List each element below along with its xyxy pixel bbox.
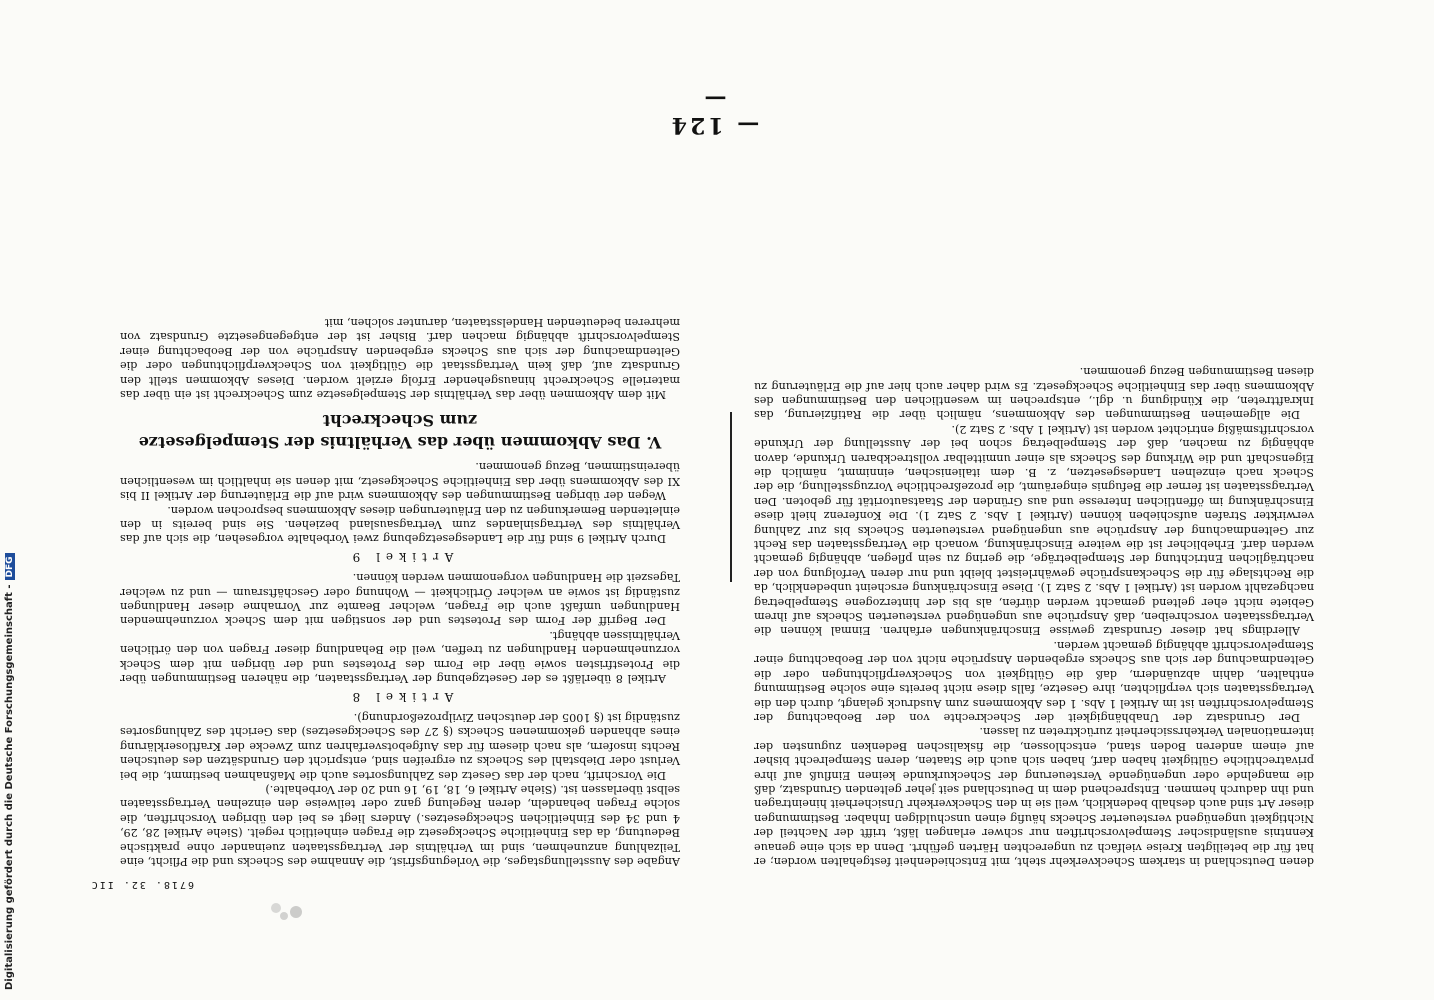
column-divider: [730, 412, 732, 582]
ink-smudge-icon: [256, 892, 316, 932]
paragraph: denen Deutschland in starkem Scheckverkehr steht, mit Entschiedenheit festgehalten worden; er hat für die beteiligten Kreise vielfach zu ungerechten Härten geführt. Denn da sich eine genaue Kenntnis ausländischer Stempelvorschriften nur schwer erlangen läßt, trifft der Nachteil der Nichtigkeit ungenügend versteuerter Schecks häufig einen unschuldigen Inhaber. Bestimmungen dieser Art sind auch deshalb bedenklich, weil sie in den Scheckverkehr Unsicherheit hineintragen und ihn dadurch hemmen. Entsprechend dem in Deutschland seit jeher geltenden Grundsatz, daß die mangelnde oder ungenügende Versteuerung der Scheckurkunde keinen Einfluß auf ihre privatrechtliche Gültigkeit haben darf, haben sich auch die Staaten, deren Stempelrecht bisher auf einem anderen Boden stand, entschlossen, die fiskalischen Bedenken zugunsten der internationalen Verkehrssicherheit zurücktreten zu lassen.: [754, 725, 1314, 868]
left-text-column: [754, 88, 1314, 868]
paragraph: Die Vorschrift, nach der das Gesetz des Zahlungsortes auch die Maßnahmen bestimmt, die bei Verlust oder Diebstahl des Schecks zu ergreifen sind, entspricht den Grundsätzen des deutschen Rechts insofern, als nach diesem für das Aufgebotsverfahren zum Zwecke der Kraftloserklärung eines abhanden gekommenen Schecks (§ 27 des Scheckgesetzes) das Gericht des Zahlungsortes zuständig ist (§ 1005 der deutschen Zivilprozeßordnung).: [120, 710, 680, 782]
article-9-heading: Artikel 9: [346, 549, 454, 564]
paragraph: Die allgemeinen Bestimmungen des Abkommens, nämlich über die Ratifizierung, das Inkrafttreten, die Kündigung u. dgl., entsprechen im wesentlichen den Bestimmungen des Abkommens über das Einheitliche Scheckgesetz. Es wird daher auch hier auf die Erläuterung zu diesen Bestimmungen Bezug genommen.: [754, 365, 1314, 422]
paragraph: Allerdings hat dieser Grundsatz gewisse Einschränkungen erfahren. Einmal können die Vertragsstaaten vorschreiben, daß Ansprüche aus ungenügend versteuerten Schecks auf ihrem Gebiete nicht eher geltend gemacht werden dürfen, als bis der hinterzogene Stempelbetrag nachgezahlt worden ist (Artikel 1 Abs. 2 Satz 1). Diese Einschränkung erscheint unbedenklich, da die Rechtslage für die Scheckansprüche gewährleistet bleibt und nur deren Verfolgung von der nachträglichen Entrichtung der Stempelbeträge, die gering zu sein pflegen, abhängig gemacht werden darf. Erheblicher ist die weitere Einschränkung, wonach die Vertragsstaaten das Recht zur Geltendmachung der Ansprüche aus ungenügend versteuerten Schecks bis zur Zahlung verwirkter Strafen aufschieben können (Artikel 1 Abs. 2 Satz 1). Die Konferenz hielt diese Einschränkung im öffentlichen Interesse und aus Gründen der Staatsautorität für geboten. Den Vertragsstaaten ist ferner die Befugnis eingeräumt, die prozeßrechtliche Vorzugsstellung, die der Scheck nach einzelnen Landesgesetzen, z. B. dem italienischen, einnimmt, nämlich die Eigenschaft und die Wirkung des Schecks als einer unmittelbar vollstreckbaren Urkunde, davon abhängig zu machen, daß der Stempelbetrag schon bei der Ausstellung der Urkunde vorschriftsmäßig entrichtet worden ist (Artikel 1 Abs. 2 Satz 2).: [754, 422, 1314, 638]
paragraph: Mit dem Abkommen über das Verhältnis der Stempelgesetze zum Scheckrecht ist ein über das materielle Scheckrecht hinausgehender Erfolg erzielt worden. Dieses Abkommen stellt den Grundsatz auf, daß kein Vertragsstaat die Gültigkeit von Scheckverpflichtungen oder die Geltendmachung der sich aus Schecks ergebenden Ansprüche von der Beobachtung einer Stempelvorschrift abhängig machen darf. Bisher ist der entgegengesetzte Grundsatz von mehreren bedeutenden Handelsstaaten, darunter solchen, mit: [120, 316, 680, 402]
article-8-heading: Artikel 8: [346, 689, 454, 704]
paragraph: Wegen der übrigen Bestimmungen des Abkommens wird auf die Erläuterung der Artikel II bis XI des Abkommens über das Einheitliche Scheckgesetz, mit denen sie inhaltlich im wesentlichen übereinstimmen, Bezug genommen.: [120, 460, 680, 503]
paragraph: Artikel 8 überläßt es der Gesetzgebung der Vertragsstaaten, die näheren Bestimmungen über die Protestfristen sowie über die Form des Protestes und der übrigen mit dem Scheck vorzunehmenden Handlungen zu treffen, weil die Behandlung dieser Fragen von den örtlichen Verhältnissen abhängt.: [120, 628, 680, 686]
right-text-column: [120, 88, 680, 868]
page-number: — 124 —: [668, 86, 760, 138]
paragraph: Durch Artikel 9 sind für die Landesgesetzgebung zwei Vorbehalte vorgesehen, die sich auf das Verhältnis des Vertragsinlandes zum Vertragsausland beziehen. Sie sind bereits in den einleitenden Bemerkungen zu den Erläuterungen dieses Abkommens besprochen worden.: [120, 503, 680, 546]
paragraph: Der Begriff der Form des Protestes und der sonstigen mit dem Scheck vorzunehmenden Handlungen umfaßt auch die Fragen, welcher Beamte zur Vornahme dieser Handlungen zuständig ist sowie an welcher Örtlichkeit — Wohnung oder Geschäftsraum — und zu welcher Tageszeit die Handlungen vorgenommen werden können.: [120, 571, 680, 628]
section-heading: V. Das Abkommen über das Verhältnis der Stempelgesetze zum Scheckrecht: [138, 411, 662, 453]
dfg-logo-icon: DFG: [5, 553, 15, 580]
printer-code: 6718. 32. IIC: [89, 879, 194, 890]
paragraph: Angabe des Ausstellungstages, die Vorlegungsfrist, die Annahme des Schecks und die Pflicht, eine Teilzahlung anzunehmen, sind im Verhältnis der Vertragsstaaten zueinander ohne praktische Bedeutung, da das Einheitliche Scheckgesetz die Fragen einheitlich regelt. (Siehe Artikel 28, 29, 4 und 34 des Einheitlichen Scheckgesetzes.) Anders liegt es bei den übrigen Vorschriften, die solche Fragen behandeln, deren Regelung ganz oder teilweise den einzelnen Vertragsstaaten selbst überlassen ist. (Siehe Artikel 6, 18, 19, 16 und 20 der Vorbehalte.): [120, 782, 680, 868]
credit-text: Digitalisierung gefördert durch die Deutsche Forschungsgemeinschaft -: [4, 584, 15, 990]
paragraph: Der Grundsatz der Unabhängigkeit der Scheckrechte von der Beobachtung der Stempelvorschriften ist im Artikel 1 Abs. 1 des Abkommens zum Ausdruck gelangt, durch den die Vertragsstaaten sich verpflichten, ihre Gesetze, falls diese nicht bereits eine solche Bestimmung enthalten, dahin abzuändern, daß die Gültigkeit von Scheckverpflichtungen oder die Geltendmachung der sich aus Schecks ergebenden Ansprüche nicht von der Beobachtung einer Stempelvorschrift abhängig gemacht werden.: [754, 638, 1314, 724]
digitization-credit: [4, 553, 15, 990]
